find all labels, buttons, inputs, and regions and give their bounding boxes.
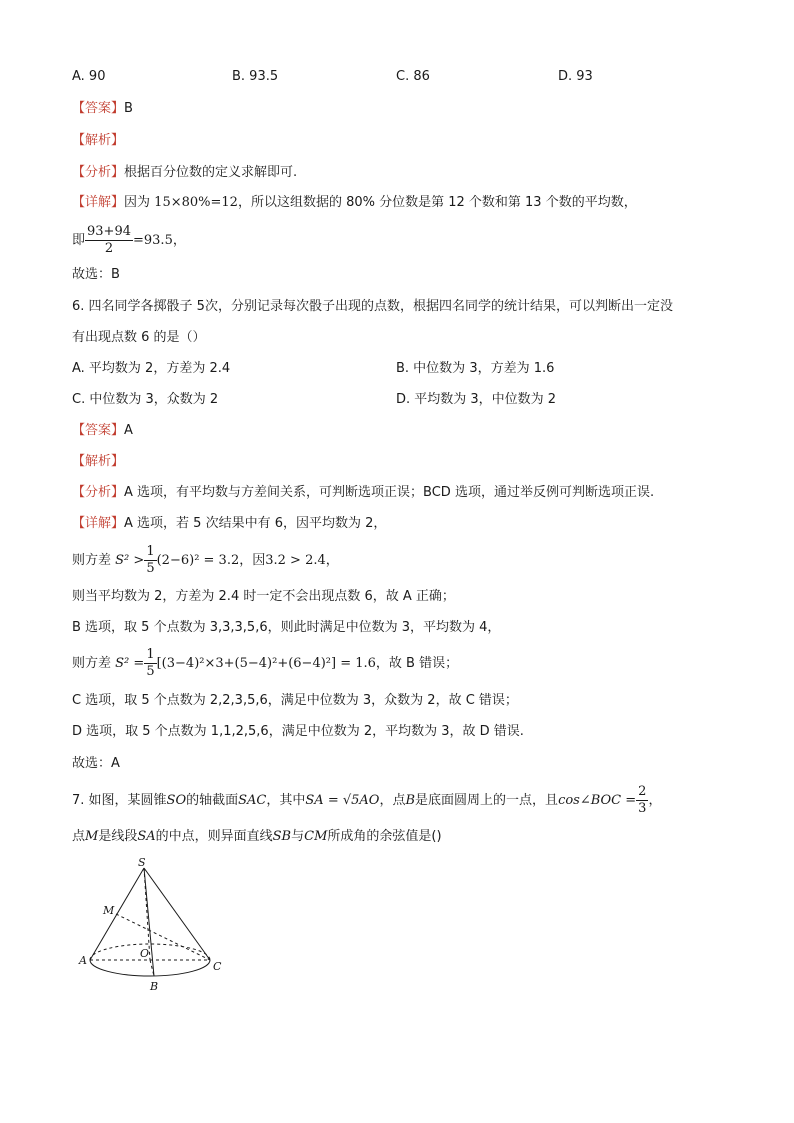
- q5-detail-pre: 因为: [124, 195, 151, 210]
- q7-stem-2d: 与: [291, 829, 305, 844]
- q5-fenxi: 根据百分位数的定义求解即可.: [124, 165, 298, 180]
- q6-variance-b-line: [72, 645, 458, 683]
- q6-var-a-cmp: 3.2 > 2.4: [265, 553, 326, 568]
- q6-answer: A: [124, 423, 133, 438]
- q6-var-a-frac: [144, 544, 156, 577]
- q5-answer-line: [72, 100, 133, 118]
- q7-stem-cm: CM: [304, 829, 328, 844]
- q5-option-d: D. 93: [558, 69, 593, 84]
- q7-stem-sac: SAC: [238, 793, 267, 808]
- q6-var-a-lhs: S²: [115, 553, 130, 568]
- q5-frac-den: 2: [104, 241, 114, 256]
- q7-stem-sa: SA = √5AO: [305, 793, 380, 808]
- q6-option-c: C. 中位数为 3，众数为 2: [72, 392, 219, 407]
- q5-option-a: A. 90: [72, 69, 106, 84]
- label-m: M: [103, 904, 115, 917]
- label-o: O: [140, 947, 150, 960]
- q6-variance-a-line: [72, 542, 339, 580]
- q6-line-c: C 选项，取 5 个点数为 2,2,3,5,6，满足中位数为 3，众数为 2，故 C 错误；: [72, 693, 518, 708]
- q6-var-b-expr: [(3−4)²×3+(5−4)²+(6−4)²] = 1.6: [156, 656, 376, 671]
- q5-detail-expr: 15×80%=12: [154, 195, 238, 210]
- q5-fenxi-line: [72, 164, 297, 182]
- q5-option-b: B. 93.5: [232, 69, 279, 84]
- label-b: B: [150, 980, 159, 993]
- q6-stem-line2: 有出现点数 6 的是（）: [72, 330, 206, 345]
- base-back-arc: [90, 944, 210, 960]
- q7-stem-cos: cos∠BOC =: [558, 793, 637, 808]
- fenxi-tag: 【分析】: [72, 485, 125, 500]
- label-s: S: [138, 856, 146, 869]
- q6-fenxi-line: [72, 484, 654, 502]
- q7-stem-2a: 点: [72, 829, 86, 844]
- q7-cos-den: 3: [638, 801, 647, 816]
- q6-var-a-pre: 则方差: [72, 553, 112, 568]
- cone-figure: [74, 856, 224, 996]
- q7-stem-2e: 所成角的余弦值是(): [327, 829, 442, 844]
- q5-frac-num: 93+94: [87, 224, 131, 239]
- q6-var-b-eq: =: [133, 656, 145, 671]
- q5-fraction: [85, 224, 133, 257]
- q5-detail-line: [72, 194, 637, 212]
- q5-option-c: C. 86: [396, 69, 430, 84]
- q6-detail-line: [72, 515, 386, 533]
- q7-stem-b: B: [405, 793, 416, 808]
- q7-stem-2c: 的中点，则异面直线: [155, 829, 273, 844]
- detail-tag: 【详解】: [72, 516, 125, 531]
- q6-var-a-gt: >: [133, 553, 145, 568]
- q7-stem-m: M: [85, 829, 99, 844]
- q5-conclusion: 故选：B: [72, 267, 120, 282]
- q6-var-a-expr: (2−6)² = 3.2: [156, 553, 240, 568]
- q6-var-b-den: 5: [146, 664, 155, 679]
- q6-stem-line1: 6. 四名同学各掷骰子 5次，分别记录每次骰子出现的点数，根据四名同学的统计结果，可以判断出一定没: [72, 299, 673, 314]
- q6-var-a-num: 1: [146, 544, 155, 559]
- q6-analysis-tag: [72, 453, 124, 471]
- label-c: C: [213, 960, 222, 973]
- q7-stem-1f: ，: [648, 793, 662, 808]
- q6-line-d: D 选项，取 5 个点数为 1,1,2,5,6，满足中位数为 2，平均数为 3，故 D 错误.: [72, 724, 524, 739]
- q5-ji: 即: [72, 233, 86, 248]
- q7-stem-1d: ，点: [379, 793, 406, 808]
- q5-fraction-line: [72, 222, 186, 260]
- q6-option-d: D. 平均数为 3，中位数为 2: [396, 392, 557, 407]
- q7-stem-2b: 是线段: [98, 829, 138, 844]
- q7-stem-sb: SB: [272, 829, 292, 844]
- q6-var-a-den: 5: [146, 561, 155, 576]
- q6-line-a-conclude: 则当平均数为 2，方差为 2.4 时一定不会出现点数 6，故 A 正确；: [72, 589, 455, 604]
- q6-var-b-post: ，故 B 错误；: [375, 656, 459, 671]
- q5-analysis-tag: [72, 132, 124, 150]
- q7-stem-sa2: SA: [137, 829, 156, 844]
- q5-frac-result: =93.5，: [133, 233, 186, 248]
- q6-var-a-end: ，: [325, 553, 339, 568]
- q6-detail-1: A 选项，若 5 次结果中有 6，因平均数为 2，: [124, 516, 387, 531]
- q7-cos-frac: [636, 784, 648, 817]
- q6-var-a-post: ，因: [239, 553, 266, 568]
- q7-stem-1a: 7. 如图，某圆锥: [72, 793, 167, 808]
- detail-tag: 【详解】: [72, 195, 125, 210]
- q6-conclusion: 故选：A: [72, 756, 120, 771]
- q6-var-b-lhs: S²: [115, 656, 130, 671]
- q6-var-b-num: 1: [146, 647, 155, 662]
- q6-option-a: A. 平均数为 2，方差为 2.4: [72, 361, 231, 376]
- q7-cos-num: 2: [638, 784, 647, 799]
- label-a: A: [79, 954, 87, 967]
- answer-tag: 【答案】: [72, 423, 125, 438]
- q6-line-b: B 选项，取 5 个点数为 3,3,3,5,6，则此时满足中位数为 3，平均数为 4，: [72, 620, 501, 635]
- q5-answer: B: [124, 101, 133, 116]
- fenxi-tag: 【分析】: [72, 165, 125, 180]
- q6-fenxi: A 选项，有平均数与方差间关系，可判断选项正误；BCD 选项，通过举反例可判断选项正误.: [124, 485, 655, 500]
- q7-stem-1b: 的轴截面: [186, 793, 239, 808]
- analysis-tag: 【解析】: [72, 454, 125, 469]
- q6-var-b-pre: 则方差: [72, 656, 112, 671]
- q6-option-b: B. 中位数为 3，方差为 1.6: [396, 361, 555, 376]
- q7-stem-so: SO: [166, 793, 187, 808]
- analysis-tag: 【解析】: [72, 133, 125, 148]
- base-front-arc: [90, 960, 210, 976]
- segment-mc: [116, 914, 210, 960]
- q6-var-b-frac: [144, 647, 156, 680]
- q5-detail-post: ，所以这组数据的 80% 分位数是第 12 个数和第 13 个数的平均数，: [237, 195, 637, 210]
- q7-stem-1c: ，其中: [266, 793, 306, 808]
- q7-stem-line2: [72, 828, 442, 846]
- q6-answer-line: [72, 422, 133, 440]
- q7-stem-line1: [72, 782, 661, 820]
- answer-tag: 【答案】: [72, 101, 125, 116]
- q7-stem-1e: 是底面圆周上的一点，且: [415, 793, 559, 808]
